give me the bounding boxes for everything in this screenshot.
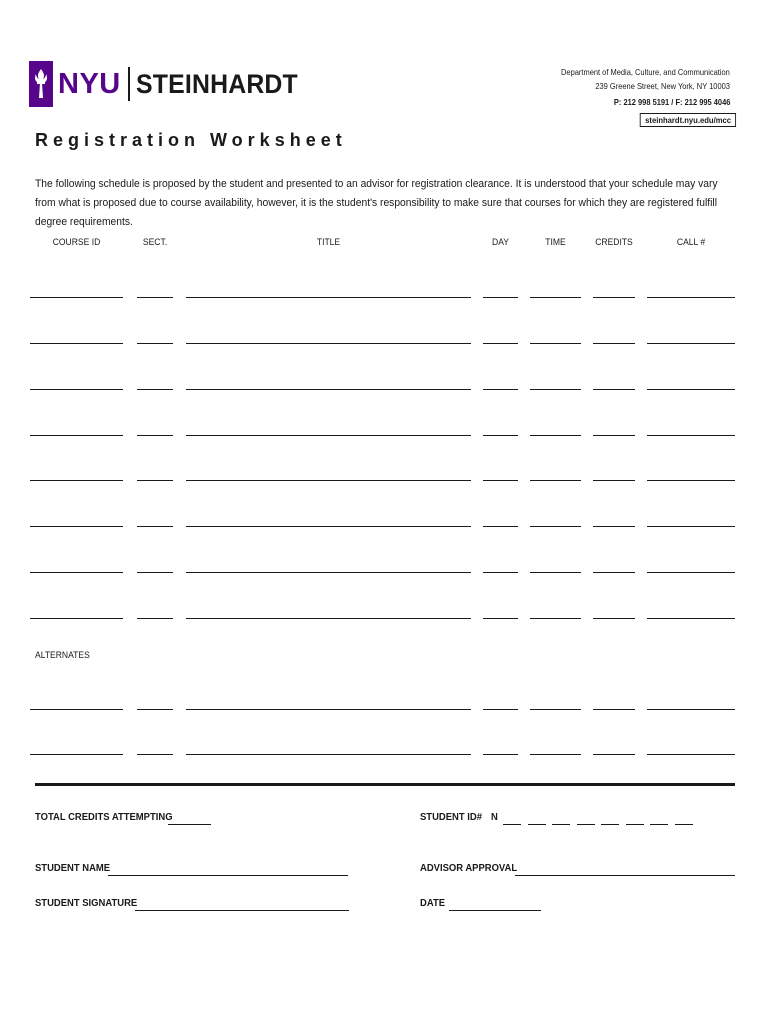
title-field[interactable] <box>186 572 471 573</box>
logo-steinhardt-text: STEINHARDT <box>135 68 298 99</box>
fax-label: F: <box>675 97 683 107</box>
logo-divider <box>128 67 130 101</box>
title-field[interactable] <box>186 709 471 710</box>
title-field[interactable] <box>186 435 471 436</box>
course-id-field[interactable] <box>30 297 123 298</box>
time-field[interactable] <box>530 709 581 710</box>
credits-field[interactable] <box>593 572 635 573</box>
department-address: 239 Greene Street, New York, NY 10003 <box>595 81 730 91</box>
day-field[interactable] <box>483 618 518 619</box>
course-id-field[interactable] <box>30 343 123 344</box>
course-id-field[interactable] <box>30 480 123 481</box>
date-field[interactable] <box>449 910 541 911</box>
student-name-label: STUDENT NAME <box>35 862 111 874</box>
call-number-field[interactable] <box>647 618 735 619</box>
column-header-section: SECT. <box>142 237 168 248</box>
call-number-field[interactable] <box>647 343 735 344</box>
course-id-field[interactable] <box>30 754 123 755</box>
day-field[interactable] <box>483 343 518 344</box>
section-field[interactable] <box>137 480 173 481</box>
day-field[interactable] <box>483 297 518 298</box>
student-name-field[interactable] <box>108 875 348 876</box>
call-number-field[interactable] <box>647 435 735 436</box>
call-number-field[interactable] <box>647 572 735 573</box>
column-header-time: TIME <box>545 237 566 248</box>
credits-field[interactable] <box>593 297 635 298</box>
student-id-digit-field[interactable] <box>626 824 644 825</box>
column-header-day: DAY <box>492 237 509 248</box>
course-id-field[interactable] <box>30 526 123 527</box>
student-id-digit-field[interactable] <box>552 824 570 825</box>
section-field[interactable] <box>137 526 173 527</box>
call-number-field[interactable] <box>647 754 735 755</box>
student-signature-label: STUDENT SIGNATURE <box>35 897 138 909</box>
day-field[interactable] <box>483 480 518 481</box>
column-header-credits: CREDITS <box>595 237 633 248</box>
credits-field[interactable] <box>593 343 635 344</box>
call-number-field[interactable] <box>647 389 735 390</box>
time-field[interactable] <box>530 435 581 436</box>
title-field[interactable] <box>186 480 471 481</box>
column-header-course-id: COURSE ID <box>52 237 101 248</box>
title-field[interactable] <box>186 526 471 527</box>
time-field[interactable] <box>530 297 581 298</box>
time-field[interactable] <box>530 389 581 390</box>
phone-number: 212 998 5191 <box>623 97 669 107</box>
course-id-field[interactable] <box>30 709 123 710</box>
section-field[interactable] <box>137 572 173 573</box>
section-divider <box>35 783 735 786</box>
student-id-digit-field[interactable] <box>503 824 521 825</box>
credits-field[interactable] <box>593 709 635 710</box>
department-phone-fax: P: 212 998 5191 / F: 212 995 4046 <box>613 97 730 107</box>
page-title: Registration Worksheet <box>35 130 347 150</box>
title-field[interactable] <box>186 297 471 298</box>
student-id-digit-field[interactable] <box>601 824 619 825</box>
day-field[interactable] <box>483 526 518 527</box>
logo-nyu-text: NYU <box>58 67 121 100</box>
time-field[interactable] <box>530 480 581 481</box>
course-id-field[interactable] <box>30 572 123 573</box>
call-number-field[interactable] <box>647 297 735 298</box>
advisor-approval-label: ADVISOR APPROVAL <box>420 862 518 874</box>
course-id-field[interactable] <box>30 389 123 390</box>
title-field[interactable] <box>186 618 471 619</box>
title-field[interactable] <box>186 389 471 390</box>
column-header-call-number: CALL # <box>676 237 706 248</box>
section-field[interactable] <box>137 754 173 755</box>
department-name: Department of Media, Culture, and Communication <box>561 67 730 77</box>
student-id-digit-field[interactable] <box>577 824 595 825</box>
credits-field[interactable] <box>593 754 635 755</box>
intro-paragraph: The following schedule is proposed by the student and presented to an advisor for registration clearance. It is understood that your schedule may vary from what is proposed due to course availability, however, it is the student's responsibility to make sure that courses for which they are registered fulfill degree requirements. <box>35 178 718 228</box>
total-credits-label: TOTAL CREDITS ATTEMPTING <box>35 811 173 823</box>
advisor-approval-field[interactable] <box>515 875 735 876</box>
student-id-digit-field[interactable] <box>675 824 693 825</box>
course-id-field[interactable] <box>30 435 123 436</box>
section-field[interactable] <box>137 297 173 298</box>
credits-field[interactable] <box>593 526 635 527</box>
day-field[interactable] <box>483 572 518 573</box>
credits-field[interactable] <box>593 435 635 436</box>
total-credits-field[interactable] <box>168 824 211 825</box>
section-field[interactable] <box>137 709 173 710</box>
website-link[interactable]: steinhardt.nyu.edu/mcc <box>639 113 736 127</box>
student-id-digit-field[interactable] <box>650 824 668 825</box>
alternates-label: ALTERNATES <box>35 650 90 661</box>
time-field[interactable] <box>530 343 581 344</box>
section-field[interactable] <box>137 389 173 390</box>
title-field[interactable] <box>186 343 471 344</box>
section-field[interactable] <box>137 343 173 344</box>
title-field[interactable] <box>186 754 471 755</box>
torch-icon <box>29 61 53 107</box>
date-label: DATE <box>420 897 446 909</box>
time-field[interactable] <box>530 572 581 573</box>
section-field[interactable] <box>137 435 173 436</box>
phone-label: P: <box>613 97 621 107</box>
column-header-title: TITLE <box>316 237 341 248</box>
student-signature-field[interactable] <box>135 910 349 911</box>
nyu-steinhardt-logo <box>29 61 312 107</box>
credits-field[interactable] <box>593 480 635 481</box>
call-number-field[interactable] <box>647 480 735 481</box>
student-id-prefix: N <box>491 811 498 823</box>
day-field[interactable] <box>483 754 518 755</box>
day-field[interactable] <box>483 389 518 390</box>
credits-field[interactable] <box>593 618 635 619</box>
day-field[interactable] <box>483 709 518 710</box>
fax-number: 212 995 4046 <box>684 97 730 107</box>
section-field[interactable] <box>137 618 173 619</box>
student-id-label: STUDENT ID# <box>420 811 482 823</box>
student-id-digit-field[interactable] <box>528 824 546 825</box>
credits-field[interactable] <box>593 389 635 390</box>
day-field[interactable] <box>483 435 518 436</box>
course-id-field[interactable] <box>30 618 123 619</box>
time-field[interactable] <box>530 754 581 755</box>
call-number-field[interactable] <box>647 709 735 710</box>
time-field[interactable] <box>530 526 581 527</box>
time-field[interactable] <box>530 618 581 619</box>
call-number-field[interactable] <box>647 526 735 527</box>
